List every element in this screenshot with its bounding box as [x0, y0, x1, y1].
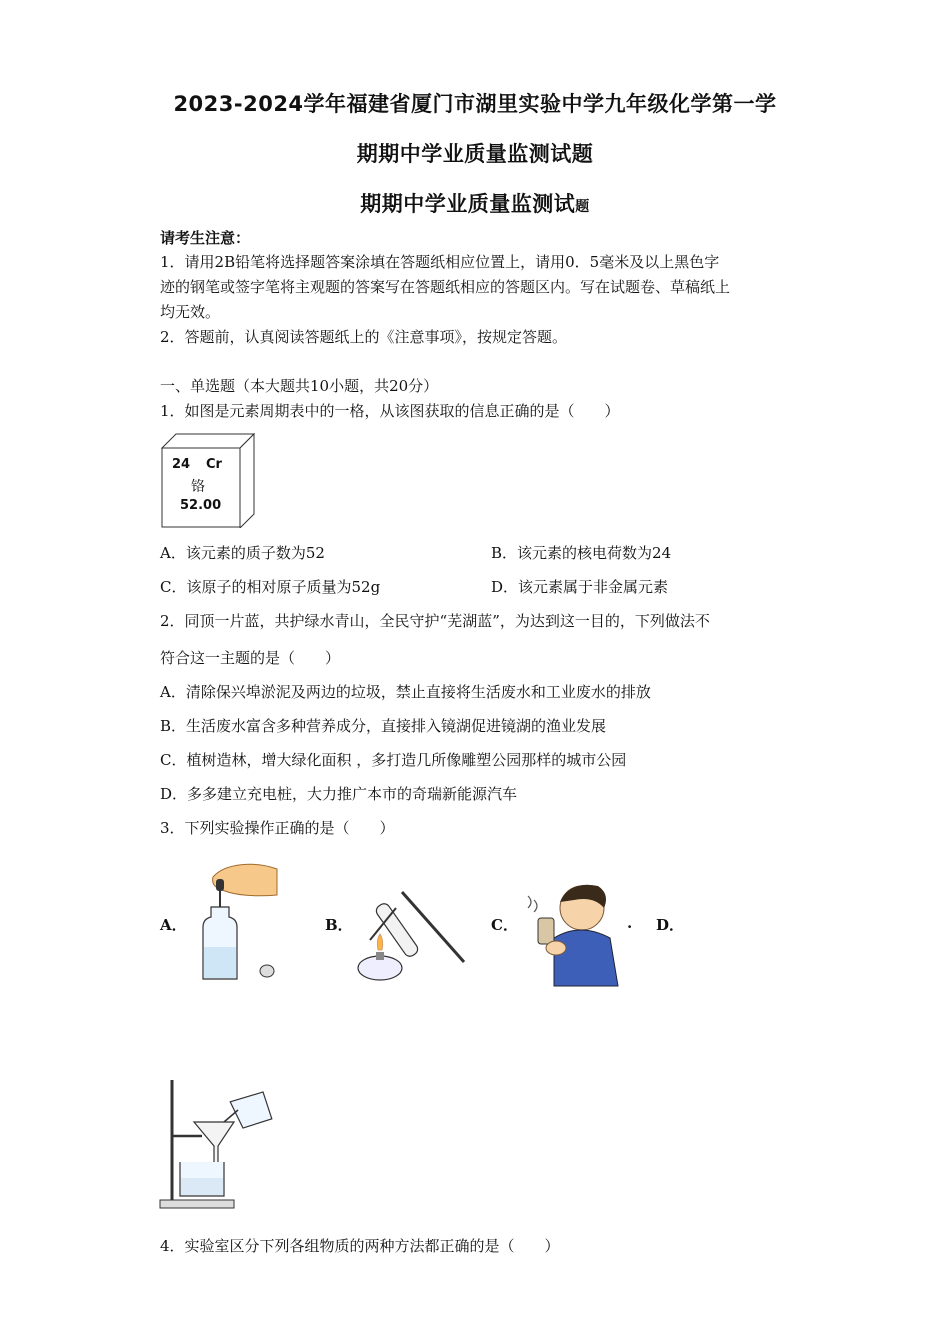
- q3-figure-d-filtration: [158, 1076, 278, 1210]
- q3-label-c-dot: .: [627, 914, 633, 932]
- q4-stem: 4．实验室区分下列各组物质的两种方法都正确的是（ ）: [160, 1237, 560, 1255]
- q1-option-c: C．该原子的相对原子质量为52g: [160, 578, 381, 596]
- q3-label-c: C．: [491, 916, 518, 934]
- document-title-line3-main: 期期中学业质量监测试: [360, 192, 576, 216]
- element-symbol: Cr: [206, 457, 222, 472]
- document-title-line3-small: 题: [575, 199, 590, 215]
- q3-label-d: D．: [656, 916, 685, 934]
- section-heading: 一、单选题（本大题共10小题，共20分）: [160, 377, 439, 395]
- q1-option-d: D．该元素属于非金属元素: [491, 578, 669, 596]
- q2-option-d: D．多多建立充电桩，大力推广本市的奇瑞新能源汽车: [160, 785, 518, 803]
- element-name: 铬: [191, 479, 205, 495]
- document-title-line1: 2023-2024学年福建省厦门市湖里实验中学九年级化学第一学: [173, 92, 777, 116]
- q3-figure-c-smelling-gas: [518, 878, 628, 988]
- q2-stem-line1: 2．同顶一片蓝，共护绿水青山，全民守护“芜湖蓝”，为达到这一目的，下列做法不: [160, 612, 710, 630]
- notice-heading: 请考生注意：: [160, 229, 251, 247]
- q3-label-b: B．: [325, 916, 353, 934]
- notice-item1-line2: 迹的钢笔或签字笔将主观题的答案写在答题纸相应的答题区内。写在试题卷、草稿纸上: [160, 278, 731, 296]
- notice-item1-line1: 1．请用2B铅笔将选择题答案涂填在答题纸相应位置上，请用0．5毫米及以上黑色字: [160, 253, 720, 271]
- q1-option-b: B．该元素的核电荷数为24: [491, 544, 672, 562]
- element-cell-figure: [160, 432, 256, 528]
- q2-option-c: C．植树造林，增大绿化面积 ，多打造几所像雕塑公园那样的城市公园: [160, 751, 627, 769]
- notice-item1-line3: 均无效。: [160, 303, 221, 321]
- document-title-line2: 期期中学业质量监测试题: [356, 142, 594, 166]
- element-cell-3d-box: [160, 432, 256, 528]
- element-atomic-number: 24: [172, 457, 191, 472]
- q1-option-a: A．该元素的质子数为52: [160, 544, 325, 562]
- q2-option-b: B．生活废水富含多种营养成分，直接排入镜湖促进镜湖的渔业发展: [160, 717, 607, 735]
- q3-figure-a-dropper: [195, 855, 285, 985]
- element-atomic-mass: 52.00: [180, 498, 222, 513]
- q2-stem-line2: 符合这一主题的是（ ）: [160, 649, 341, 667]
- q3-figure-b-heating-tube: [350, 880, 470, 990]
- notice-item2: 2．答题前，认真阅读答题纸上的《注意事项》，按规定答题。: [160, 328, 568, 346]
- document-title-line3: [0, 188, 950, 218]
- q3-label-a: A．: [160, 916, 187, 934]
- q1-stem: 1．如图是元素周期表中的一格，从该图获取的信息正确的是（ ）: [160, 402, 620, 420]
- q3-stem: 3．下列实验操作正确的是（ ）: [160, 819, 395, 837]
- q2-option-a: A．清除保兴埠淤泥及两边的垃圾，禁止直接将生活废水和工业废水的排放: [160, 683, 651, 701]
